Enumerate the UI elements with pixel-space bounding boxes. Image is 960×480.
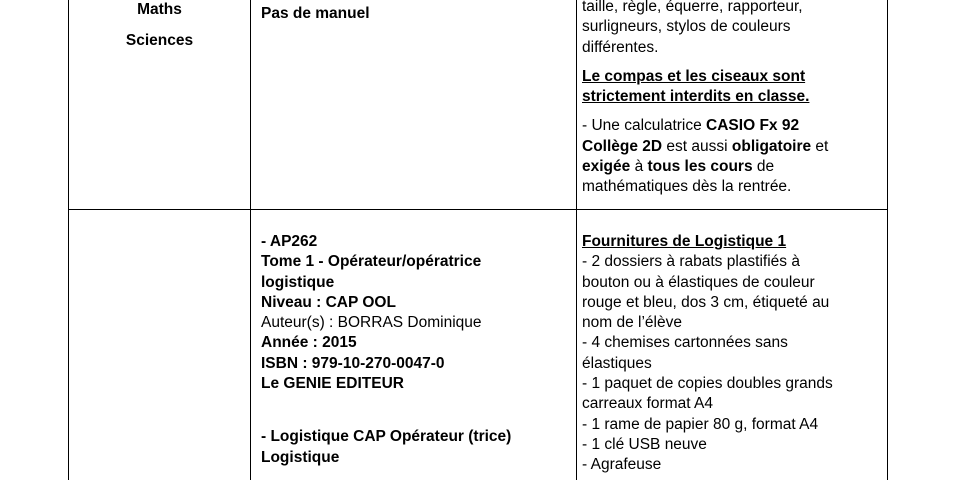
subject-cell	[69, 0, 250, 52]
supplies-cell-row2	[582, 232, 882, 476]
supplies-line: bouton ou à élastiques de couleur	[582, 273, 815, 291]
book1-title: Tome 1 - Opérateur/opératrice	[261, 253, 482, 271]
manual-cell	[261, 4, 370, 24]
books-cell	[261, 232, 573, 468]
book1-author: Auteur(s) : BORRAS Dominique	[261, 314, 482, 332]
supplies-line: nom de l’élève	[582, 314, 682, 332]
supplies-line: - Agrafeuse	[582, 456, 662, 474]
supplies-line: taille, règle, équerre, rapporteur,	[582, 0, 803, 15]
calc-text: de	[752, 158, 775, 176]
calc-line-1	[582, 116, 882, 136]
calc-line-2	[582, 137, 882, 157]
calc-text: et	[811, 137, 829, 155]
calc-line-4: mathématiques dès la rentrée.	[582, 178, 792, 196]
supplies-line: - 1 paquet de copies doubles grands	[582, 375, 833, 393]
book1-isbn: ISBN : 979-10-270-0047-0	[261, 354, 445, 372]
book1-publisher: Le GENIE EDITEUR	[261, 375, 404, 393]
supplies-line: élastiques	[582, 354, 652, 372]
supplies-line: - 1 clé USB neuve	[582, 435, 707, 453]
supplies-line: rouge et bleu, dos 3 cm, étiqueté au	[582, 293, 830, 311]
calc-all-courses: tous les cours	[647, 158, 753, 176]
calc-model-suffix: Collège 2D	[582, 137, 663, 155]
warning-line: strictement interdits en classe.	[582, 88, 810, 106]
supplies-line: surligneurs, stylos de couleurs	[582, 18, 791, 36]
warning-line: Le compas et les ciseaux sont	[582, 67, 806, 85]
table-border-left	[68, 0, 69, 480]
calc-required: exigée	[582, 158, 631, 176]
supplies-line: différentes.	[582, 38, 659, 56]
table-border-right	[887, 0, 888, 480]
book1-year: Année : 2015	[261, 334, 357, 352]
book1-title: logistique	[261, 273, 335, 291]
calc-model: CASIO Fx 92	[706, 117, 800, 135]
supplies-line: - 4 chemises cartonnées sans	[582, 334, 788, 352]
calc-text: est aussi	[662, 137, 732, 155]
supplies-line: - 2 dossiers à rabats plastifiés à	[582, 253, 800, 271]
calculator-paragraph	[582, 116, 882, 197]
table-divider-2	[576, 0, 577, 480]
book2-title: Logistique	[261, 448, 340, 466]
supplies-line: carreaux format A4	[582, 395, 713, 413]
supplies-cell-row1	[582, 0, 882, 198]
supplies-heading: Fournitures de Logistique 1	[582, 233, 787, 250]
calc-text: à	[630, 158, 648, 176]
calc-line-3	[582, 157, 882, 177]
book1-code: - AP262	[261, 233, 318, 250]
subject-sciences: Sciences	[125, 32, 194, 50]
subject-maths: Maths	[137, 1, 182, 18]
book1-level: Niveau : CAP OOL	[261, 293, 396, 311]
manual-text: Pas de manuel	[261, 5, 370, 22]
calc-text: - Une calculatrice	[582, 117, 707, 135]
table-divider-1	[250, 0, 251, 480]
row-divider	[68, 209, 888, 210]
supplies-line: - 1 rame de papier 80 g, format A4	[582, 415, 819, 433]
book2-title: - Logistique CAP Opérateur (trice)	[261, 428, 512, 446]
calc-mandatory: obligatoire	[731, 137, 812, 155]
